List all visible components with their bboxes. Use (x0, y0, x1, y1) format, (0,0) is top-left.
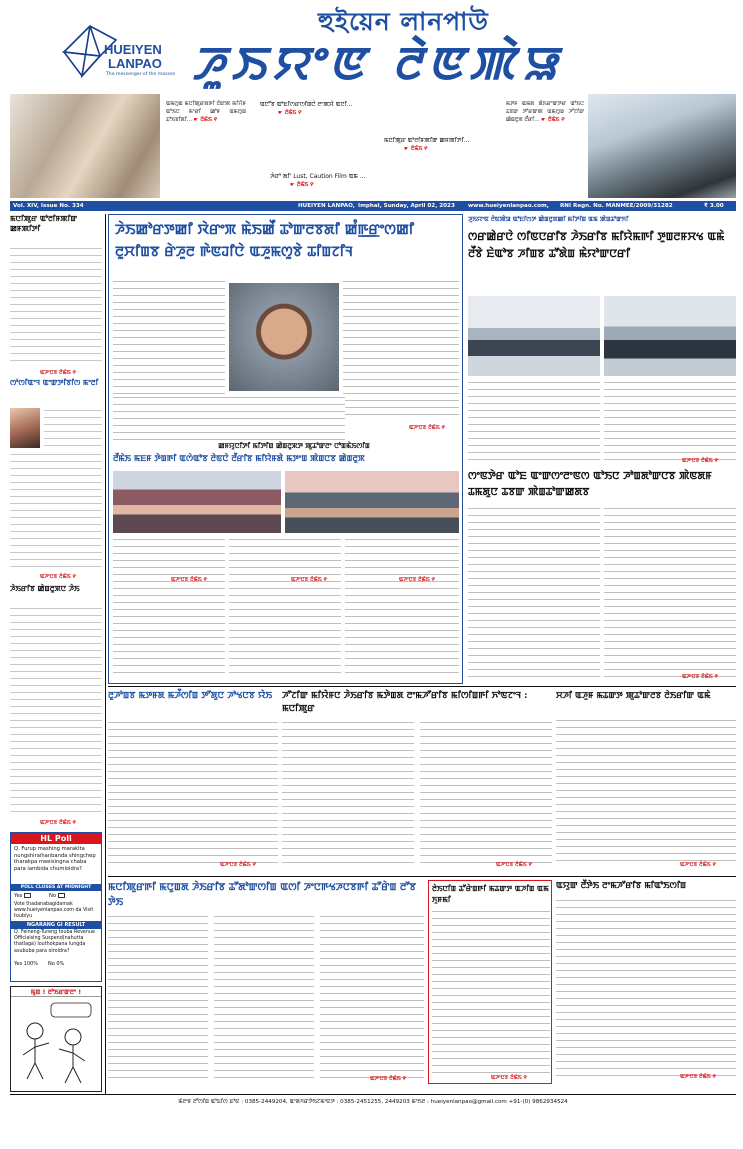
row2-top-rule (108, 686, 736, 687)
teaser-2-text: ꯃꯅꯤꯄꯨꯔ ꯑꯣꯂꯤꯝꯄꯤꯛ ꯀꯝꯄꯤꯇꯤ... (384, 137, 470, 144)
left-story1-headline: ꯃꯅꯤꯄꯨꯔ ꯑꯣꯂꯤꯝꯄꯤꯛ ꯀꯝꯄꯤꯇꯤ (10, 214, 78, 233)
lead-story-box (108, 214, 463, 684)
row3-b-body (432, 909, 550, 1079)
teaser-item-3[interactable] (270, 172, 470, 188)
price: ₹ 3.00 (704, 203, 724, 209)
masthead-main-title: ꯍꯨꯏꯌꯦꯟ ꯂꯥꯟꯄꯥꯎ (192, 36, 564, 90)
row3-a-headline: ꯃꯅꯤꯄꯨꯔꯒꯤ ꯃꯅꯨꯡꯗ ꯍꯥꯏꯔꯤꯕ ꯊꯧꯗꯣꯛꯁꯤꯡ ꯑꯁꯤ ꯍꯦꯅꯒꯠꯍꯅꯕꯒꯤ ꯊꯧꯔꯥꯡ ꯂꯧꯕ ꯇꯥꯏ (108, 882, 417, 908)
masthead-top-title: হুইয়েন লানপাউ (318, 7, 489, 36)
row2-c-body (556, 718, 736, 866)
row3-story-a (108, 880, 424, 1084)
right-top-photo-2 (604, 296, 736, 376)
teaser-left-body: ꯑꯃꯁꯨꯡ ꯃꯅꯤꯄꯨꯔꯗꯒꯤ ꯂꯥꯛꯄ ꯃꯤꯌꯥꯝ ꯑꯣꯏꯅ ꯃꯦꯔꯤ ꯀꯣꯝ ꯑꯃꯁꯨꯡ ꯊꯣꯏꯕꯤꯗꯤ... (166, 101, 246, 123)
substory-body-col2 (229, 537, 341, 677)
teaser-3-more[interactable]: ☛ ꯂꯥꯃꯥꯏ ꯵ (290, 182, 314, 188)
row3-a-more[interactable]: ꯑꯍꯦꯅꯕ ꯂꯥꯃꯥꯏ ꯵ (370, 1076, 406, 1082)
row3-c-body (556, 898, 736, 1078)
lead-more[interactable]: ꯑꯍꯦꯅꯕ ꯂꯥꯃꯥꯏ ꯵ (409, 425, 445, 431)
teaser-right-more[interactable]: ☛ ꯂꯥꯃꯥꯏ ꯵ (541, 117, 565, 123)
teaser-3-text: ꯍꯥꯔꯣ ꯗꯤ' Lust, Caution Film ꯑꯃ ... (270, 173, 366, 180)
logo-line2: LANPAO (108, 56, 162, 71)
substory-more-3[interactable]: ꯑꯍꯦꯅꯕ ꯂꯥꯃꯥꯏ ꯵ (399, 577, 435, 583)
row3-story-c (556, 880, 736, 1084)
row2-a-more[interactable]: ꯑꯍꯦꯅꯕ ꯂꯥꯃꯥꯏ ꯵ (220, 862, 256, 868)
result-yes: Yes 100% (14, 961, 38, 967)
result-title: NGARANG GI RESULT (11, 921, 101, 929)
teaser-right-text (506, 100, 584, 190)
footer-rule (10, 1094, 736, 1095)
substory-more-2[interactable]: ꯑꯍꯦꯅꯕ ꯂꯥꯃꯥꯏ ꯵ (291, 577, 327, 583)
row2-c-headline: ꯆꯍꯤ ꯑꯍꯨꯝ ꯃꯊꯛꯇ ꯄꯨꯊꯣꯛꯂꯕ ꯂꯥꯏꯔꯤꯛ ꯑꯃꯥ (556, 691, 711, 701)
left-story2-more[interactable]: ꯑꯍꯦꯅꯕ ꯂꯥꯃꯥꯏ ꯵ (40, 574, 76, 580)
teaser-1-text: ꯑꯅꯧꯕ ꯑꯣꯐꯤꯁꯔꯁꯤꯡꯅꯥ ꯂꯦꯄꯆꯥ ꯑꯅꯤ... (260, 101, 353, 108)
row3-c-headline: ꯑꯌꯨꯛ ꯂꯩꯇꯥꯏ ꯂꯦꯃꯍꯧꯔꯤꯕ ꯃꯤꯑꯣꯏꯁꯤꯡ (556, 881, 687, 891)
row2-c-more[interactable]: ꯑꯍꯦꯅꯕ ꯂꯥꯃꯥꯏ ꯵ (680, 862, 716, 868)
right-mid-story (468, 468, 736, 682)
lead-body-lower (113, 395, 345, 443)
row3-a-body-col1 (108, 914, 208, 1080)
cartoon-title: ꯃꯨꯡ ! ꯂꯣꯏꯔꯛꯂꯦ ! (11, 987, 101, 997)
info-bar (10, 201, 736, 211)
teaser-band (10, 94, 736, 198)
substory-headline: ꯂꯩꯃꯥꯏ ꯃꯐꯝ ꯇꯥꯡꯒꯤ ꯑꯁꯥꯑꯣꯕ ꯂꯥꯟꯅꯥ ꯂꯩꯔꯤꯕ ꯃꯤꯌꯥꯝꯗꯥ ꯃꯇꯦꯡ ꯄꯥꯡꯅꯕ ꯀꯥꯡꯂꯨꯞ (113, 453, 365, 463)
dateline: Imphal, Sunday, April 02, 2023 (358, 203, 455, 209)
row2-story-a (108, 690, 278, 872)
row2-b-body-col2 (420, 720, 552, 866)
right-top-headline: ꯁꯔꯀꯥꯔꯅꯥ ꯁꯤꯟꯅꯔꯤꯕ ꯍꯥꯏꯔꯤꯕ ꯃꯤꯌꯥꯃꯒꯤ ꯇꯨꯡꯂꯝꯆꯠ ꯑꯃꯥ ꯂꯩꯕꯥ ꯐꯥꯑꯣꯕ ꯍꯤꯡꯕ ꯊꯧꯗꯥꯡ ꯃꯥꯌꯣꯛꯅꯔꯤ (468, 230, 725, 260)
result-no: No 0% (47, 961, 65, 967)
row3-b-headline: ꯂꯥꯏꯅꯤꯡ ꯊꯧꯔꯥꯡꯒꯤ ꯃꯊꯛꯇ ꯑꯍꯤꯡ ꯑꯃ ꯈꯨꯝꯃꯤ (432, 884, 549, 904)
left-story3-body (10, 606, 102, 816)
result-question: Q. Feineng-Tureng touba Revenue Officialsing Suspend(nahutta thatlaga) louthokpana lungda asububa para oiroidra? (14, 930, 95, 954)
teaser-2-more[interactable]: ☛ ꯂꯥꯃꯥꯏ ꯵ (404, 146, 428, 152)
hl-poll-no-box[interactable] (58, 893, 65, 898)
right-top-more[interactable]: ꯑꯍꯦꯅꯕ ꯂꯥꯃꯥꯏ ꯵ (682, 458, 718, 464)
row2-b-more[interactable]: ꯑꯍꯦꯅꯕ ꯂꯥꯃꯥꯏ ꯵ (496, 862, 532, 868)
right-top-body-col1 (468, 380, 600, 462)
website-link[interactable]: www.hueiyenlanpao.com, (468, 203, 549, 209)
left-story2-body-2 (10, 452, 102, 570)
brand-name: HUEIYEN LANPAO, (298, 203, 355, 209)
row3-c-more[interactable]: ꯑꯍꯦꯅꯕ ꯂꯥꯃꯥꯏ ꯵ (680, 1074, 716, 1080)
hl-poll-closes: POLL CLOSES AT MIDNIGHT (11, 884, 101, 891)
row3-top-rule (108, 876, 736, 877)
row3-a-body-col2 (214, 914, 314, 1080)
row3-story-b (428, 880, 552, 1084)
hl-poll-yes-option[interactable] (14, 893, 31, 899)
row2-b-headline: ꯍꯧꯖꯤꯛ ꯃꯤꯌꯥꯝꯅ ꯍꯥꯏꯔꯤꯕ ꯃꯇꯥꯡꯗ ꯂꯦꯃꯍꯧꯔꯤꯕ ꯃꯤꯁꯤꯡꯒꯤ ꯈꯣꯟꯖꯦꯜ : ꯃꯅꯤꯄꯨꯔ (282, 691, 528, 714)
cartoon-box (10, 986, 102, 1092)
left-story3-more[interactable]: ꯑꯍꯦꯅꯕ ꯂꯥꯃꯥꯏ ꯵ (40, 820, 76, 826)
hl-poll-yes-box[interactable] (24, 893, 31, 898)
teaser-item-1[interactable] (260, 100, 460, 116)
left-story2-headline: ꯁꯣꯁꯤꯑꯦꯜ ꯑꯦꯛꯇꯤꯕꯤꯁ ꯃꯦꯂꯤ (10, 378, 99, 387)
rni-regn: RNI Regn. No. MANMEE/2009/31282 (560, 203, 673, 209)
row2-a-headline: ꯂꯨꯍꯣꯡꯕ ꯃꯇꯝꯗ ꯃꯍꯩꯁꯤꯡ ꯇꯧꯗꯨꯅ ꯍꯣꯠꯅꯕ ꯌꯥꯏ (108, 691, 273, 701)
footer-text: ꯃꯥꯂꯦꯝ ꯂꯧꯁꯤꯡ ꯑꯣꯐꯤꯁ ꯐꯣꯟ : 0385-2449204, ꯑꯦꯗꯚꯔꯇꯥꯏꯖꯃꯦꯟꯇ : 0385-2451255, 2449203 ꯃꯦꯏꯂ : hueiyenlanpao@gmail.com +91-(0) 9862934524 (178, 1099, 568, 1105)
lead-photo-rahul-gandhi (229, 283, 339, 391)
hl-poll-no-label: No (49, 893, 57, 899)
right-mid-more[interactable]: ꯑꯍꯦꯅꯕ ꯂꯥꯃꯥꯏ ꯵ (682, 674, 718, 680)
substory-photo-1 (113, 471, 281, 533)
teaser-center (254, 94, 504, 198)
row3-b-more[interactable]: ꯑꯍꯦꯅꯕ ꯂꯥꯃꯥꯏ ꯵ (491, 1075, 527, 1081)
right-top-photo-1 (468, 296, 600, 376)
hl-poll-no-option[interactable] (49, 893, 65, 899)
lead-body-col3 (343, 279, 459, 419)
hl-poll-box (10, 832, 102, 982)
row3-a-body-col3 (320, 914, 424, 1080)
result-values (11, 961, 101, 967)
left-story2-photo (10, 408, 40, 448)
teaser-right-body: ꯃꯇꯝ ꯑꯃꯗ ꯗꯥꯏꯔꯦꯛꯇꯔ ꯑꯣꯏꯅ ꯊꯕꯛ ꯇꯧꯔꯛꯄ ꯑꯃꯁꯨꯡ ꯍꯧꯖꯤꯛ ꯀꯥꯡꯂꯨꯞ ꯂꯩꯔꯤ... (506, 101, 584, 123)
substory-subhead: ꯀꯝꯌꯨꯅꯤꯇꯤ ꯃꯤꯇꯤꯡ ꯀꯥꯡꯂꯨꯞꯇ ꯄꯨꯊꯣꯛꯂꯦ ꯅꯣꯡꯃꯥꯏꯁꯤꯡ (218, 441, 370, 450)
teaser-photo-right (588, 94, 736, 198)
volume-issue: Vol. XIV, Issue No. 334 (13, 203, 84, 209)
left-story1-more[interactable]: ꯑꯍꯦꯅꯕ ꯂꯥꯃꯥꯏ ꯵ (40, 370, 76, 376)
logo-line1: HUEIYEN (104, 42, 162, 57)
column-divider (105, 214, 106, 1094)
hl-poll-question: Q. Furup mashing maraklta nungshiraihanbanda shingchep tharakpa meeisingna chaba para lambida chumloidra? (14, 846, 96, 872)
row2-b-body-col1 (282, 720, 414, 866)
substory-more-1[interactable]: ꯑꯍꯦꯅꯕ ꯂꯥꯃꯥꯏ ꯵ (171, 577, 207, 583)
teaser-left-more[interactable]: ☛ ꯂꯥꯃꯥꯏ ꯵ (193, 117, 218, 123)
logo (60, 22, 178, 82)
hl-poll-options (11, 891, 101, 901)
right-mid-headline: ꯁꯦꯟꯇꯥꯔ ꯑꯣꯐ ꯑꯦꯛꯁꯦꯂꯦꯟꯁ ꯑꯣꯏꯅ ꯍꯣꯡꯗꯣꯛꯅꯕ ꯄꯥꯟꯗꯝ ꯊꯃꯗꯨꯅ ꯊꯕꯛ ꯄꯥꯡꯊꯣꯛꯀꯗꯕ (468, 470, 712, 498)
cartoon-drawing-icon (11, 997, 101, 1089)
row2-a-body (108, 720, 278, 866)
teaser-1-more[interactable]: ☛ ꯂꯥꯃꯥꯏ ꯵ (278, 110, 302, 116)
left-story1-body (10, 246, 102, 366)
substory-body-col1 (113, 537, 225, 677)
hl-poll-vote-note: Vote thadanabagidamak www.hueiyenlanpao.com da Visit toubiyu (14, 902, 94, 920)
row2-story-c (556, 690, 736, 872)
hl-poll-yes-label: Yes (14, 893, 23, 899)
right-top-body-col2 (604, 380, 736, 462)
left-story2-body (44, 408, 102, 448)
left-column (10, 214, 102, 1094)
row2-story-b (282, 690, 552, 872)
substory-body-col3 (345, 537, 459, 677)
right-mid-body-col1 (468, 506, 600, 678)
masthead (0, 0, 743, 92)
substory-photo-2 (285, 471, 459, 533)
teaser-left-text (166, 100, 246, 190)
teaser-item-2[interactable] (384, 136, 504, 152)
logo-tagline: The messenger of the masses (106, 72, 176, 77)
right-top-kicker: ꯍꯨꯏꯌꯦꯟ ꯂꯥꯟꯄꯥꯎ ꯑꯣꯐꯤꯁꯇ ꯀꯥꯡꯂꯨꯞꯀꯤ ꯃꯤꯇꯤꯡ ꯑꯃ ꯄꯥꯡꯊꯣꯛꯈꯤ (468, 216, 629, 223)
left-story3-headline: ꯍꯥꯏꯔꯤꯕ ꯀꯥꯡꯂꯨꯞꯅ ꯍꯥꯏ (10, 584, 80, 593)
right-mid-body-col2 (604, 506, 736, 678)
right-top-story (468, 214, 736, 464)
teaser-photo-left (10, 94, 160, 198)
lead-headline: ꯍꯥꯏꯀꯣꯔꯇꯀꯤ ꯋꯥꯔꯦꯞ ꯃꯥꯏꯀꯩ ꯊꯣꯛꯂꯕꯗꯤ ꯀꯪꯒ꯭ꯔꯦꯁꯀꯤ ꯂꯨꯆꯤꯡꯕ ꯔꯥꯍꯨꯂ ꯒꯥꯟꯙꯤꯅꯥ ꯑꯍꯨꯃꯁꯨꯕꯥ ꯊꯤꯡꯖꯤꯜ (115, 222, 415, 260)
hl-poll-title: HL Poll (11, 833, 101, 844)
